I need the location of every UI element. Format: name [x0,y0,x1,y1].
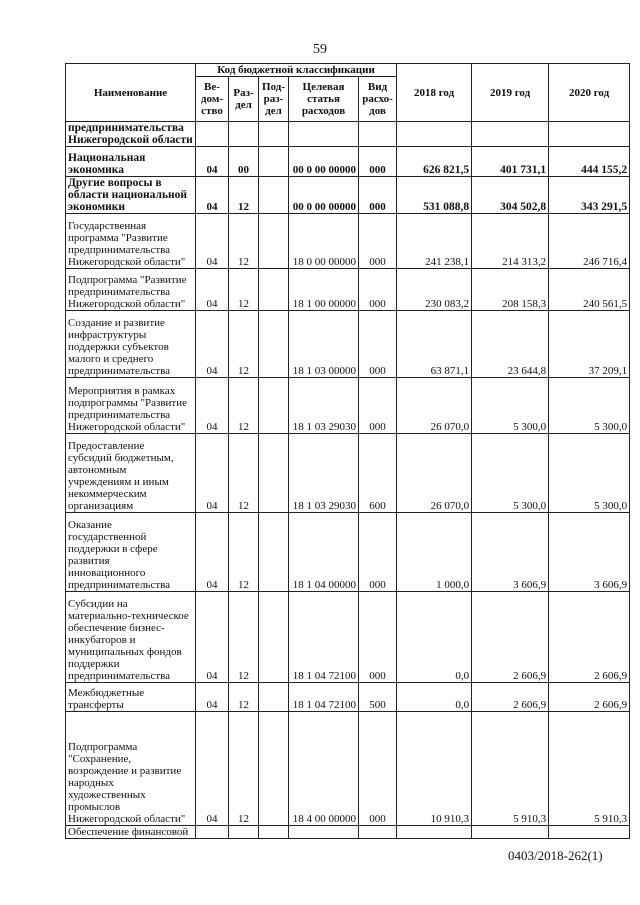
podrazdel-cell [259,592,289,683]
razdel-cell: 12 [229,683,259,712]
value-2020-cell [549,826,630,839]
value-2019-cell: 3 606,9 [472,513,549,592]
value-2020-cell [549,122,630,147]
value-2018-cell: 63 871,1 [397,311,472,378]
row-name-line: обеспечение бизнес- [68,622,165,634]
row-name-cell [66,513,196,592]
podrazdel-cell [259,378,289,434]
row-name-line: программа "Развитие [68,232,168,244]
row-name-line: предпринимательства [68,365,171,377]
value-2019-cell: 401 731,1 [472,147,549,177]
expense-type-cell: 000 [359,147,397,177]
header-vedomstvo-line: ство [201,105,223,117]
header-celevaya-line: статья [307,93,340,105]
row-name-line: Подпрограмма [68,741,138,753]
row-name-line: предпринимательства [68,286,171,298]
row-name-line: инкубаторов и [68,634,136,646]
razdel-cell: 12 [229,434,259,513]
row-name-line: "Сохранение, [68,753,132,765]
row-name-line: предпринимательства [68,244,171,256]
row-name-line: Оказание [68,519,112,531]
value-2019-cell [472,826,549,839]
target-article-cell: 18 1 03 00000 [289,311,359,378]
expense-type-cell: 000 [359,712,397,826]
podrazdel-cell [259,513,289,592]
row-name-line: экономика [68,164,125,176]
value-2018-cell: 26 070,0 [397,378,472,434]
row-name-line: поддержки [68,658,120,670]
row-name-cell [66,592,196,683]
podrazdel-cell [259,177,289,214]
document-code: 0403/2018-262(1) [508,848,603,863]
page-number: 59 [313,42,327,57]
row-name-line [68,729,193,741]
value-2019-cell: 5 910,3 [472,712,549,826]
value-2018-cell: 0,0 [397,592,472,683]
row-name-line: Создание и развитие [68,317,165,329]
vedomstvo-cell: 04 [196,214,229,269]
value-2018-cell: 1 000,0 [397,513,472,592]
podrazdel-cell [259,434,289,513]
target-article-cell: 00 0 00 00000 [289,147,359,177]
vedomstvo-cell: 04 [196,592,229,683]
row-name-line: организациям [68,500,134,512]
header-razdel [229,77,259,122]
header-vedomstvo [196,77,229,122]
value-2020-cell: 444 155,2 [549,147,630,177]
row-name-line: подпрограммы "Развитие [68,397,188,409]
header-podrazdel-line: раз- [263,93,284,105]
row-name-line: возрождение и развитие [68,765,182,777]
table-row [66,311,630,378]
header-podrazdel-line: дел [265,105,282,117]
header-vid-line: дов [369,105,386,117]
header-podrazdel [259,77,289,122]
row-name-line: предпринимательства [68,670,171,682]
row-name-line: предпринимательства [68,122,184,134]
row-name-line: Государственная [68,220,147,232]
podrazdel-cell [259,147,289,177]
row-name-line: учреждениям и иным [68,476,169,488]
vedomstvo-cell: 04 [196,712,229,826]
header-name: Наименование [66,64,196,122]
row-name-cell [66,122,196,147]
row-name-line: Национальная [68,152,146,164]
row-name-line: художественных [68,789,146,801]
header-vid-rashodov [359,77,397,122]
header-celevaya-line: Целевая [302,81,345,93]
razdel-cell: 12 [229,311,259,378]
header-vid-line: расхо- [362,93,393,105]
podrazdel-cell [259,826,289,839]
row-name-line: области национальной [68,189,188,201]
table-row [66,269,630,311]
expense-type-cell: 000 [359,177,397,214]
value-2019-cell: 5 300,0 [472,434,549,513]
row-name-line: поддержки субъектов [68,341,169,353]
target-article-cell: 18 1 03 29030 [289,434,359,513]
header-razdel-line: дел [235,99,252,111]
vedomstvo-cell: 04 [196,269,229,311]
vedomstvo-cell: 04 [196,311,229,378]
value-2018-cell [397,122,472,147]
value-2018-cell: 626 821,5 [397,147,472,177]
row-name-line: субсидий бюджетным, [68,452,174,464]
razdel-cell: 12 [229,592,259,683]
vedomstvo-cell: 04 [196,177,229,214]
value-2020-cell: 5 300,0 [549,434,630,513]
table-row [66,378,630,434]
expense-type-cell: 000 [359,214,397,269]
table-row [66,712,630,826]
expense-type-cell: 000 [359,592,397,683]
vedomstvo-cell: 04 [196,434,229,513]
target-article-cell: 18 1 04 72100 [289,683,359,712]
value-2019-cell: 2 606,9 [472,683,549,712]
row-name-line: государственной [68,531,147,543]
razdel-cell: 12 [229,214,259,269]
row-name-line: Нижегородской области" [68,298,186,310]
target-article-cell [289,826,359,839]
row-name-line: экономики [68,201,126,213]
target-article-cell: 18 1 00 00000 [289,269,359,311]
table-row [66,434,630,513]
row-name-cell [66,378,196,434]
row-name-line: Межбюджетные [68,687,145,699]
value-2020-cell: 2 606,9 [549,592,630,683]
row-name-line: народных [68,777,114,789]
row-name-line: Другие вопросы в [68,177,162,189]
target-article-cell: 18 4 00 00000 [289,712,359,826]
expense-type-cell: 000 [359,269,397,311]
row-name-line: некоммерческим [68,488,147,500]
header-celevaya-line: расходов [301,105,346,117]
row-name-line: инфраструктуры [68,329,147,341]
row-name-line: Нижегородской области" [68,256,186,268]
row-name-line: Субсидии на [68,598,128,610]
header-2020: 2020 год [549,64,630,122]
target-article-cell: 18 1 03 29030 [289,378,359,434]
value-2020-cell: 2 606,9 [549,683,630,712]
value-2020-cell: 37 209,1 [549,311,630,378]
vedomstvo-cell [196,122,229,147]
table-row [66,147,630,177]
row-name-cell [66,147,196,177]
table-row [66,683,630,712]
table-row [66,177,630,214]
vedomstvo-cell: 04 [196,378,229,434]
vedomstvo-cell: 04 [196,147,229,177]
row-name-cell [66,214,196,269]
row-name-cell [66,826,196,839]
podrazdel-cell [259,122,289,147]
header-podrazdel-line: Под- [262,81,285,93]
expense-type-cell: 000 [359,378,397,434]
razdel-cell: 12 [229,712,259,826]
expense-type-cell: 600 [359,434,397,513]
podrazdel-cell [259,712,289,826]
row-name-cell [66,712,196,826]
value-2020-cell: 5 910,3 [549,712,630,826]
target-article-cell [289,122,359,147]
razdel-cell: 12 [229,378,259,434]
podrazdel-cell [259,311,289,378]
table-body [66,122,630,839]
value-2018-cell: 0,0 [397,683,472,712]
row-name-line: автономным [68,464,127,476]
expense-type-cell: 000 [359,311,397,378]
razdel-cell: 12 [229,177,259,214]
row-name-cell [66,683,196,712]
row-name-line: поддержки в сфере [68,543,158,555]
razdel-cell: 12 [229,513,259,592]
row-name-cell [66,311,196,378]
row-name-line: Подпрограмма "Развитие [68,274,187,286]
value-2019-cell: 2 606,9 [472,592,549,683]
value-2018-cell: 531 088,8 [397,177,472,214]
vedomstvo-cell: 04 [196,683,229,712]
value-2019-cell: 304 502,8 [472,177,549,214]
podrazdel-cell [259,269,289,311]
vedomstvo-cell [196,826,229,839]
target-article-cell: 18 1 04 72100 [289,592,359,683]
table-row [66,826,630,839]
expense-type-cell [359,122,397,147]
value-2019-cell: 208 158,3 [472,269,549,311]
value-2020-cell: 240 561,5 [549,269,630,311]
row-name-line: предпринимательства [68,579,171,591]
header-2019: 2019 год [472,64,549,122]
razdel-cell [229,122,259,147]
razdel-cell: 00 [229,147,259,177]
value-2020-cell: 343 291,5 [549,177,630,214]
razdel-cell [229,826,259,839]
row-name-line: трансферты [68,699,124,711]
row-name-line: Мероприятия в рамках [68,385,176,397]
expense-type-cell: 500 [359,683,397,712]
header-vid-line: Вид [367,81,388,93]
row-name-line: малого и среднего [68,353,154,365]
row-name-cell [66,269,196,311]
value-2020-cell: 3 606,9 [549,513,630,592]
target-article-cell: 00 0 00 00000 [289,177,359,214]
row-name-line: инновационного [68,567,146,579]
row-name-line: Предоставление [68,440,145,452]
table-row [66,592,630,683]
header-vedomstvo-line: Ве- [204,81,220,93]
row-name-line: предпринимательства [68,409,171,421]
header-vedomstvo-line: дом- [200,93,223,105]
header-code-group: Код бюджетной классификации [196,64,397,77]
header-celevaya-statya [289,77,359,122]
value-2019-cell [472,122,549,147]
row-name-line: Обеспечение финансовой [68,826,189,838]
vedomstvo-cell: 04 [196,513,229,592]
value-2019-cell: 23 644,8 [472,311,549,378]
expense-type-cell [359,826,397,839]
value-2018-cell: 26 070,0 [397,434,472,513]
row-name-cell [66,177,196,214]
table-row [66,513,630,592]
value-2018-cell: 230 083,2 [397,269,472,311]
row-name-line: промыслов [68,801,121,813]
row-name-line: развития [68,555,110,567]
row-name-line: Нижегородской области [68,134,193,146]
table-row [66,214,630,269]
row-name-line: Нижегородской области" [68,813,186,825]
row-name-cell [66,434,196,513]
value-2019-cell: 214 313,2 [472,214,549,269]
table-row [66,122,630,147]
expense-type-cell: 000 [359,513,397,592]
podrazdel-cell [259,683,289,712]
value-2019-cell: 5 300,0 [472,378,549,434]
row-name-line: материально-техническое [68,610,189,622]
value-2020-cell: 5 300,0 [549,378,630,434]
value-2018-cell [397,826,472,839]
row-name-line: муниципальных фондов [68,646,182,658]
value-2020-cell: 246 716,4 [549,214,630,269]
value-2018-cell: 241 238,1 [397,214,472,269]
header-2018: 2018 год [397,64,472,122]
podrazdel-cell [259,214,289,269]
target-article-cell: 18 1 04 00000 [289,513,359,592]
razdel-cell: 12 [229,269,259,311]
budget-table [65,63,630,839]
value-2018-cell: 10 910,3 [397,712,472,826]
row-name-line: Нижегородской области" [68,421,186,433]
target-article-cell: 18 0 00 00000 [289,214,359,269]
header-razdel-line: Раз- [233,87,254,99]
